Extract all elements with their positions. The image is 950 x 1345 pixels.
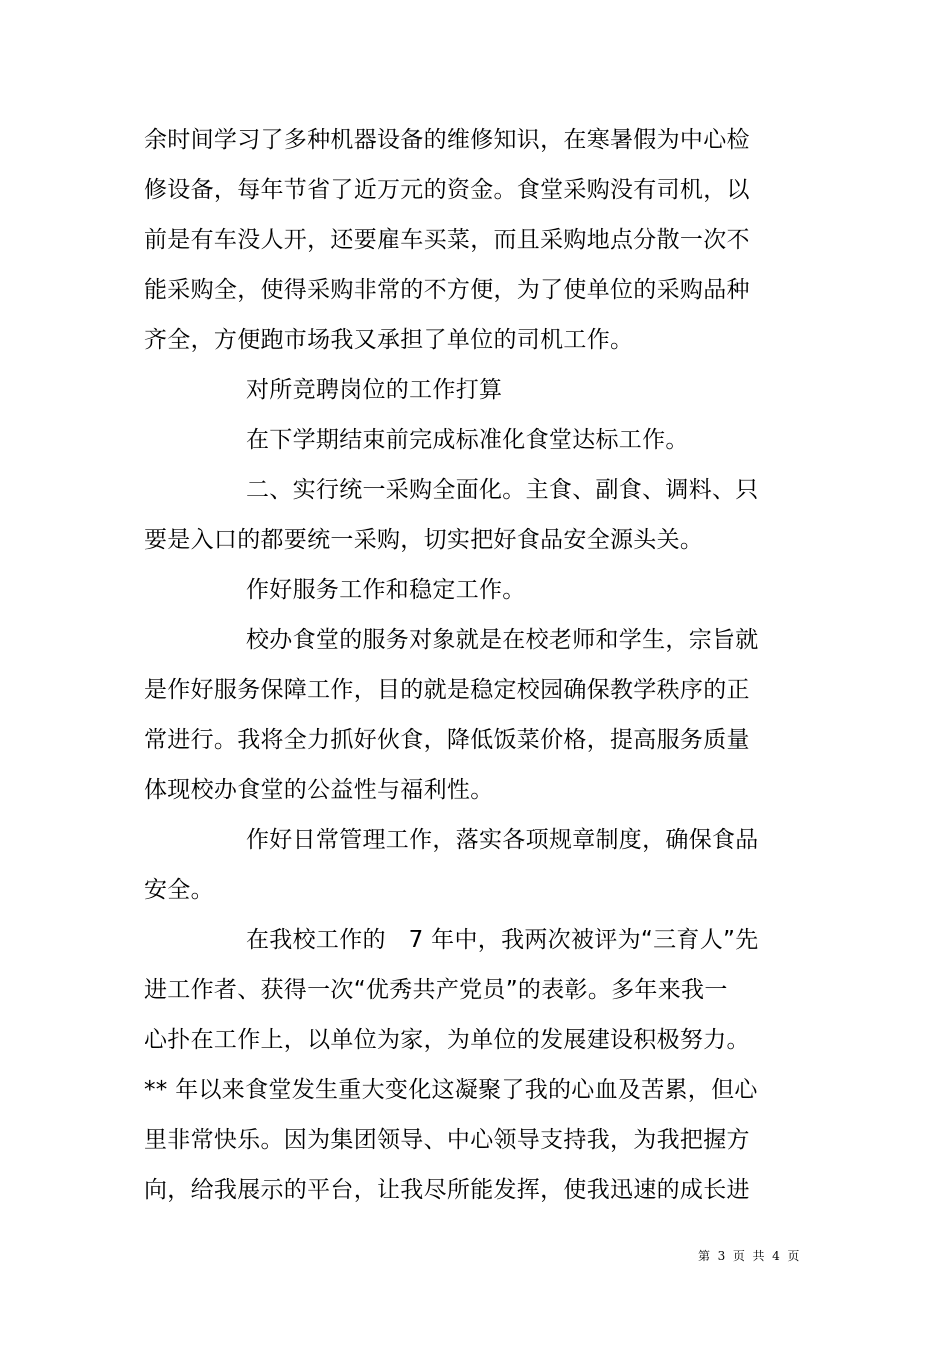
paragraph-line: 在我校工作的 7 年中，我两次被评为“三育人”先 [246, 927, 759, 953]
paragraph-line: 是作好服务保障工作，目的就是稳定校园确保教学秩序的正 [144, 677, 750, 703]
paragraph-line: 向，给我展示的平台，让我尽所能发挥，使我迅速的成长进 [144, 1177, 750, 1203]
section-heading: 对所竞聘岗位的工作打算 [246, 377, 503, 403]
page-number-footer: 第 3 页 共 4 页 [698, 1249, 800, 1263]
paragraph-line: 在下学期结束前完成标准化食堂达标工作。 [246, 427, 689, 453]
paragraph-line: 心扑在工作上，以单位为家，为单位的发展建设积极努力。 [144, 1027, 750, 1053]
paragraph-line: 要是入口的都要统一采购，切实把好食品安全源头关。 [144, 527, 704, 553]
paragraph-line: 齐全，方便跑市场我又承担了单位的司机工作。 [144, 327, 634, 353]
paragraph-line: 安全。 [144, 877, 214, 903]
paragraph-line: 修设备，每年节省了近万元的资金。食堂采购没有司机，以 [144, 177, 750, 203]
paragraph-line: ** 年以来食堂发生重大变化这凝聚了我的心血及苦累，但心 [144, 1077, 758, 1103]
paragraph-line: 前是有车没人开，还要雇车买菜，而且采购地点分散一次不 [144, 227, 750, 253]
paragraph-line: 体现校办食堂的公益性与福利性。 [144, 777, 494, 803]
paragraph-line: 余时间学习了多种机器设备的维修知识，在寒暑假为中心检 [144, 127, 750, 153]
paragraph-line: 进工作者、获得一次“优秀共产党员”的表彰。多年来我一 [144, 977, 728, 1003]
paragraph-line: 校办食堂的服务对象就是在校老师和学生，宗旨就 [246, 627, 759, 653]
paragraph-line: 里非常快乐。因为集团领导、中心领导支持我，为我把握方 [144, 1127, 750, 1153]
paragraph-line: 常进行。我将全力抓好伙食，降低饭菜价格，提高服务质量 [144, 727, 750, 753]
paragraph-line: 能采购全，使得采购非常的不方便，为了使单位的采购品种 [144, 277, 750, 303]
paragraph-line: 二、实行统一采购全面化。主食、副食、调料、只 [246, 477, 759, 503]
paragraph-line: 作好日常管理工作，落实各项规章制度，确保食品 [246, 827, 759, 853]
paragraph-line: 作好服务工作和稳定工作。 [246, 577, 526, 603]
